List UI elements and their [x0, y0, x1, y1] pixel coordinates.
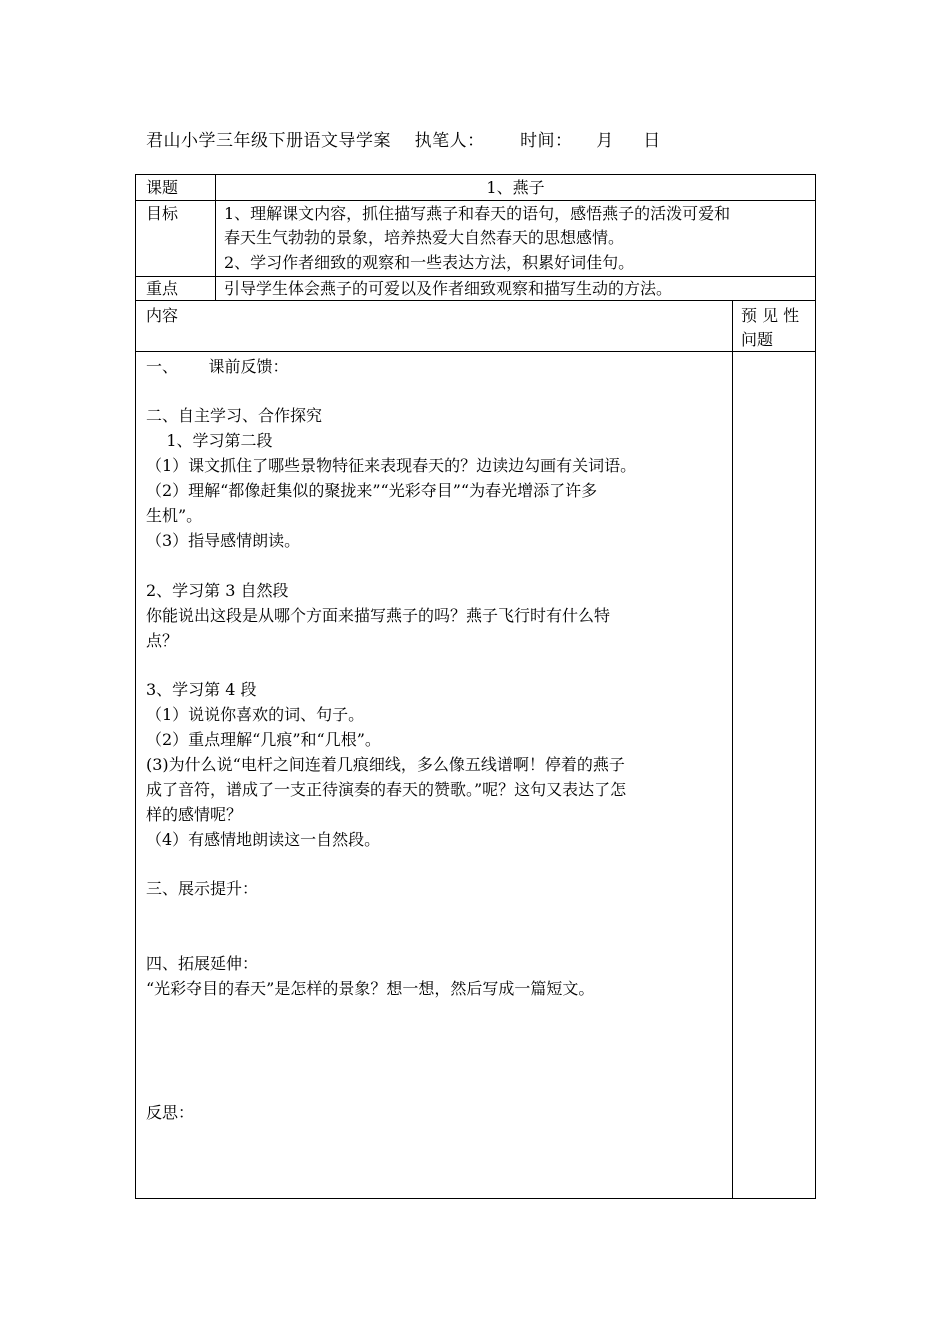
question-2-line-1: （2）理解“都像赶集似的聚拢来”“光彩夺目”“为春光增添了许多: [146, 481, 598, 500]
subsection-para-4: 3、学习第 4 段: [146, 680, 257, 699]
goal-line-2: 春天生气勃勃的景象，培养热爱大自然春天的思想感情。: [224, 228, 625, 247]
section-self-study: 二、自主学习、合作探究: [146, 406, 323, 425]
para-4-item-3-line-2: 成了音符，谱成了一支正待演奏的春天的赞歌。”呢？这句又表达了怎: [146, 780, 627, 799]
table-border-top: [135, 174, 816, 175]
focus-text: 引导学生体会燕子的可爱以及作者细致观察和描写生动的方法。: [224, 279, 673, 298]
preview-label-line-2: 问题: [741, 330, 774, 349]
goal-line-1: 1、理解课文内容，抓住描写燕子和春天的语句，感悟燕子的活泼可爱和: [224, 204, 731, 223]
goal-line-3: 2、学习作者细致的观察和一些表达方法，积累好词佳句。: [224, 253, 635, 272]
table-border-left: [135, 174, 136, 1199]
month-label: 月: [596, 131, 614, 151]
extension-task: “光彩夺目的春天”是怎样的景象？想一想，然后写成一篇短文。: [146, 979, 595, 998]
title-label: 课题: [146, 178, 179, 197]
preview-label-line-1: 预 见 性: [741, 306, 800, 325]
reflection-label: 反思：: [146, 1103, 195, 1122]
time-label: 时间：: [520, 131, 573, 151]
para-4-item-2: （2）重点理解“几痕”和“几根”。: [146, 730, 381, 749]
para-3-question-line-1: 你能说出这段是从哪个方面来描写燕子的吗？燕子飞行时有什么特: [146, 606, 611, 625]
para-3-question-line-2: 点？: [146, 631, 179, 650]
section-feedback: 一、 课前反馈：: [146, 357, 289, 376]
page-header: [146, 126, 661, 151]
para-4-item-1: （1）说说你喜欢的词、句子。: [146, 705, 365, 724]
lesson-title: 1、燕子: [486, 178, 545, 197]
question-3: （3）指导感情朗读。: [146, 531, 301, 550]
table-divider: [135, 200, 816, 201]
question-1: （1）课文抓住了哪些景物特征来表现春天的？边读边勾画有关词语。: [146, 456, 637, 475]
table-border-bottom: [135, 1198, 816, 1199]
table-border-right: [815, 174, 816, 1199]
section-showcase: 三、展示提升：: [146, 879, 259, 898]
subsection-para-2: 1、学习第二段: [146, 431, 273, 450]
focus-label: 重点: [146, 279, 179, 298]
school-title: 君山小学三年级下册语文导学案: [146, 131, 391, 151]
day-label: 日: [643, 131, 661, 151]
author-label: 执笔人：: [414, 131, 485, 151]
table-divider: [135, 351, 816, 352]
section-extension: 四、拓展延伸：: [146, 954, 259, 973]
content-label: 内容: [146, 306, 179, 325]
subsection-para-3: 2、学习第 3 自然段: [146, 581, 289, 600]
para-4-item-3-line-1: (3)为什么说“电杆之间连着几痕细线，多么像五线谱啊！停着的燕子: [146, 755, 625, 774]
para-4-item-3-line-3: 样的感情呢？: [146, 805, 243, 824]
table-preview-divider: [732, 300, 733, 1199]
goal-label: 目标: [146, 204, 179, 223]
question-2-line-2: 生机”。: [146, 506, 203, 525]
para-4-item-4: （4）有感情地朗读这一自然段。: [146, 830, 381, 849]
